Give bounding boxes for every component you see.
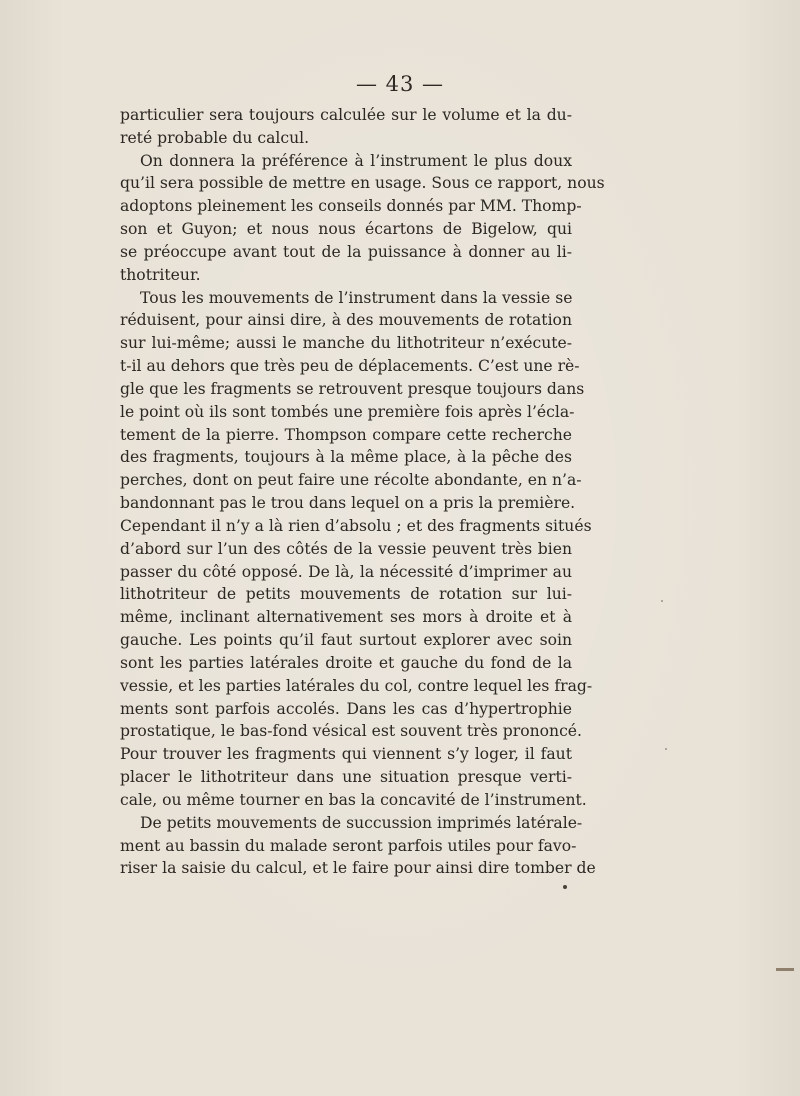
text-line: thotriteur.: [120, 265, 201, 284]
text-line: perches, dont on peut faire une récolte abondante, en n’a-: [120, 471, 582, 490]
text-line: prostatique, le bas-fond vésical est souvent très prononcé.: [120, 722, 582, 741]
text-line: bandonnant pas le trou dans lequel on a pris la première.: [120, 494, 576, 513]
text-line: adoptons pleinement les conseils donnés par MM. Thomp-: [120, 197, 582, 216]
text-line: tement de la pierre. Thompson compare cette recherche: [120, 425, 572, 444]
paper-speck: [563, 885, 567, 889]
text-line: placer le lithotriteur dans une situation presque verti-: [120, 768, 572, 787]
paper-speck: [661, 600, 663, 602]
text-line: sur lui-même; aussi le manche du lithotriteur n’exécute-: [120, 334, 572, 353]
text-line: des fragments, toujours à la même place, à la pêche des: [120, 448, 572, 467]
text-line: vessie, et les parties latérales du col, contre lequel les frag-: [120, 676, 593, 695]
text-line: le point où ils sont tombés une première fois après l’écla-: [120, 402, 575, 421]
text-line: qu’il sera possible de mettre en usage. Sous ce rapport, nous: [120, 174, 605, 193]
text-line: réduisent, pour ainsi dire, à des mouvements de rotation: [120, 311, 572, 330]
text-line: riser la saisie du calcul, et le faire pour ainsi dire tomber de: [120, 859, 596, 878]
text-line: gle que les fragments se retrouvent presque toujours dans: [120, 379, 585, 398]
text-line: Tous les mouvements de l’instrument dans la vessie se: [140, 288, 573, 307]
text-line: passer du côté opposé. De là, la nécessité d’imprimer au: [120, 562, 572, 581]
paper-edge-mark: [776, 968, 794, 971]
text-line: d’abord sur l’un des côtés de la vessie peuvent très bien: [120, 539, 572, 558]
text-line: sont les parties latérales droite et gauche du fond de la: [120, 653, 572, 672]
text-line: se préoccupe avant tout de la puissance à donner au li-: [120, 242, 572, 261]
text-line: Pour trouver les fragments qui viennent s’y loger, il faut: [120, 745, 572, 764]
page-number: — 43 —: [355, 72, 445, 96]
text-line: t-il au dehors que très peu de déplacements. C’est une rè-: [120, 357, 580, 376]
text-line: lithotriteur de petits mouvements de rotation sur lui-: [120, 585, 572, 604]
text-line: ments sont parfois accolés. Dans les cas d’hypertrophie: [120, 699, 572, 718]
text-line: son et Guyon; et nous nous écartons de Bigelow, qui: [120, 220, 572, 239]
text-line: gauche. Les points qu’il faut surtout explorer avec soin: [120, 631, 572, 650]
text-line: Cependant il n’y a là rien d’absolu ; et des fragments situés: [120, 516, 592, 535]
text-line: De petits mouvements de succussion imprimés latérale-: [140, 813, 583, 832]
text-line: particulier sera toujours calculée sur le volume et la du-: [120, 106, 572, 124]
text-line: même, inclinant alternativement ses mors à droite et à: [120, 608, 572, 627]
text-line: On donnera la préférence à l’instrument le plus doux: [140, 151, 572, 170]
text-line: ment au bassin du malade seront parfois utiles pour favo-: [120, 836, 577, 855]
text-line: reté probable du calcul.: [120, 128, 310, 147]
paper-speck: [665, 748, 667, 750]
body-text: [120, 104, 605, 880]
text-line: cale, ou même tourner en bas la concavité de l’instrument.: [120, 790, 587, 809]
